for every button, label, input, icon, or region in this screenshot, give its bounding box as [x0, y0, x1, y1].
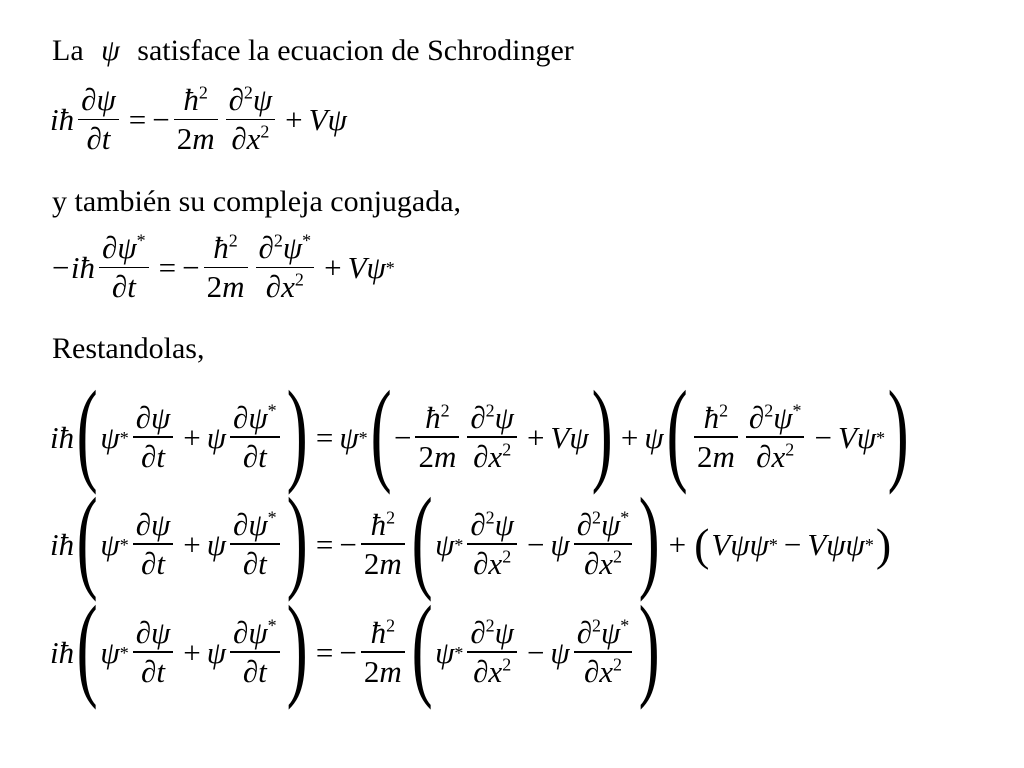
math-token: ψ — [366, 249, 386, 285]
math-token: ∂ — [473, 653, 489, 689]
intro-la: La — [52, 34, 84, 67]
math-token: ∂ — [102, 230, 118, 265]
math-token: + — [183, 634, 201, 670]
conjugate-equation: −i ħ $\frac{\partial\psi^*}{\partial t}$ = − $\frac{ħ^2}{2m}$ $\frac{\partial^2\psi^*}{\partial x^2}$ + V ψ * — [50, 230, 395, 305]
math-token: m — [222, 269, 245, 305]
math-token: ∂ — [470, 614, 486, 650]
math-token: 2 — [273, 230, 283, 251]
math-token: ψ — [117, 230, 137, 265]
math-token: 2 — [485, 507, 495, 528]
math-token: = — [315, 419, 334, 455]
math-token: ∂ — [583, 545, 600, 581]
math-token: ( — [411, 475, 433, 602]
math-token: x — [488, 438, 503, 474]
potential-V: V — [308, 101, 328, 137]
fraction — [133, 506, 174, 581]
math-token: x — [599, 545, 614, 581]
math-token: ∂ — [86, 121, 102, 157]
math-token: * — [136, 230, 146, 251]
math-token: ψ — [644, 419, 664, 455]
math-token: 2 — [228, 230, 238, 251]
math-token: ħ — [183, 82, 199, 117]
math-token: ψ — [248, 399, 268, 435]
math-token: 2 — [592, 507, 602, 528]
math-token: m — [712, 438, 735, 474]
hbar-symbol: ħ — [58, 101, 75, 137]
fraction — [467, 614, 517, 689]
math-token: ψ — [248, 614, 268, 650]
math-token: ∂ — [258, 230, 274, 265]
math-token: ψ — [435, 634, 455, 670]
fraction — [361, 506, 405, 581]
math-token: ) — [286, 583, 308, 710]
math-token: + — [183, 526, 201, 562]
math-token: ) — [875, 518, 892, 570]
math-token: ψ — [773, 399, 793, 435]
frac-d2psi-dx2 — [226, 84, 276, 156]
math-token: ψ — [601, 506, 621, 542]
math-token: ħ — [58, 526, 75, 562]
math-token: ψ — [550, 634, 570, 670]
math-token: ħ — [370, 614, 387, 650]
math-token: ħ — [370, 506, 387, 542]
fraction — [467, 506, 517, 581]
frac-dpsi-dt — [78, 84, 119, 156]
math-token: ∂ — [233, 614, 249, 650]
hbar-symbol: ħ — [79, 249, 96, 285]
frac-hbar2-2m — [204, 232, 248, 304]
math-token: ψ — [100, 634, 120, 670]
math-token: ħ — [58, 419, 75, 455]
math-token: x — [488, 653, 503, 689]
fraction — [230, 506, 280, 581]
math-token: + — [526, 419, 545, 455]
schrodinger-equation — [50, 84, 347, 156]
math-token: − — [814, 419, 832, 455]
fraction — [133, 399, 174, 474]
math-token: ψ — [601, 614, 621, 650]
fraction — [574, 506, 633, 581]
math-token: V — [837, 419, 857, 455]
equals-sign: = — [128, 101, 147, 137]
math-token: ∂ — [242, 653, 259, 689]
math-token: + — [668, 526, 687, 562]
math-token: ∂ — [111, 269, 128, 305]
math-token: ) — [638, 475, 660, 602]
math-token: ∂ — [231, 121, 247, 157]
math-token: i — [50, 634, 59, 670]
math-token: − — [182, 249, 200, 285]
math-token: 2 — [243, 82, 253, 103]
intro-rest: satisface la ecuacion de Schrodinger — [137, 34, 574, 67]
math-token: 2 — [485, 615, 495, 636]
math-token: ħ — [213, 230, 229, 265]
math-token: 2 — [363, 545, 380, 581]
math-token: ψ — [96, 82, 116, 117]
math-token: ∂ — [228, 82, 244, 117]
frac-dpsistar-dt — [99, 232, 149, 304]
frac-d2psistar-dx2 — [256, 232, 315, 304]
subtracted-equation-1: i ħ ( ψ * $\frac{\partial\psi}{\partial t}$ + ψ $\frac{\partial\psi^*}{\partial t}$ ) = ψ * ( − $\frac{ħ^2}{2m}$ $\frac{\partial^2\psi}{\partial x^2}$ + V ψ ) + ψ ( $\frac{ħ^2}{2m}$ $\frac{\partial^2\psi^*}{\partial x^2}$ − V ψ * ) — [50, 368, 909, 495]
math-token: ψ — [206, 634, 227, 670]
conjugate-text: y también su compleja conjugada, — [52, 185, 462, 218]
math-token: m — [379, 545, 402, 581]
subtracted-equation-3: i ħ ( ψ * $\frac{\partial\psi}{\partial t}$ + ψ $\frac{\partial\psi^*}{\partial t}$ ) = − $\frac{ħ^2}{2m}$ ( ψ * $\frac{\partial^2\psi}{\partial x^2}$ − ψ $\frac{\partial^2\psi^*}{\partial x^2}$ ) — [50, 583, 660, 710]
math-token: ( — [76, 583, 98, 710]
math-token: ∂ — [135, 506, 152, 542]
minus-sign: − — [152, 101, 170, 137]
math-token: − — [526, 634, 545, 670]
math-token: 2 — [502, 439, 512, 460]
math-token: 2 — [198, 82, 208, 103]
left-paren: ( — [76, 368, 98, 495]
math-token: i — [50, 526, 59, 562]
math-token: ∂ — [242, 438, 259, 474]
psi-symbol: ψ — [327, 101, 347, 137]
math-token: ∂ — [81, 82, 97, 117]
math-token: 2 — [418, 438, 434, 474]
math-token: ∂ — [473, 438, 489, 474]
math-token: V — [347, 249, 367, 285]
math-token: * — [620, 507, 630, 528]
math-token: x — [599, 653, 614, 689]
math-token: t — [258, 545, 267, 581]
math-token: ( — [666, 368, 688, 495]
math-token: ∂ — [141, 438, 157, 474]
math-token: − — [339, 526, 357, 562]
math-token: ψ — [206, 419, 227, 455]
math-token: ∂ — [470, 399, 486, 435]
math-token: ψ — [151, 506, 171, 542]
math-token: ∂ — [583, 653, 600, 689]
math-token: ∂ — [242, 545, 259, 581]
intro-psi: ψ — [101, 34, 120, 67]
math-token: ħ — [58, 634, 75, 670]
math-token: ψ — [826, 526, 846, 562]
math-token: x — [771, 438, 786, 474]
math-token: ) — [591, 368, 613, 495]
math-token: ∂ — [141, 653, 157, 689]
subtracted-equation-2: i ħ ( ψ * $\frac{\partial\psi}{\partial t}$ + ψ $\frac{\partial\psi^*}{\partial t}$ ) = − $\frac{ħ^2}{2m}$ ( ψ * $\frac{\partial^2\psi}{\partial x^2}$ − ψ $\frac{\partial^2\psi^*}{\partial x^2}$ ) + ( V ψ ψ * − V ψ ψ * ) — [50, 475, 892, 602]
math-token: ψ — [100, 526, 120, 562]
math-token: 2 — [613, 654, 623, 675]
math-token: ∂ — [233, 399, 249, 435]
math-token: 2 — [785, 439, 795, 460]
math-token: 2 — [260, 122, 270, 143]
math-token: ( — [694, 518, 710, 570]
intro-text — [52, 34, 574, 68]
math-token: − — [393, 419, 412, 455]
math-token: 2 — [176, 121, 193, 157]
math-token: 2 — [592, 615, 602, 636]
math-token: ∂ — [748, 399, 765, 435]
math-token: 2 — [386, 615, 396, 636]
math-token: x — [246, 121, 261, 157]
minus-i-symbol: −i — [50, 249, 80, 285]
math-token: ψ — [435, 526, 455, 562]
math-token: t — [258, 438, 267, 474]
math-token: t — [156, 438, 165, 474]
math-token: ψ — [569, 419, 589, 455]
math-token: + — [620, 419, 639, 455]
math-token: t — [127, 269, 136, 305]
math-token: 2 — [502, 546, 512, 567]
math-token: 2 — [386, 507, 396, 528]
i-symbol: i — [50, 101, 59, 137]
math-token: ( — [76, 475, 98, 602]
math-token: * — [302, 230, 312, 251]
math-token: − — [339, 634, 357, 670]
fraction — [467, 399, 517, 474]
math-token: ∂ — [135, 399, 152, 435]
math-token: 2 — [719, 400, 729, 421]
math-token: ∂ — [141, 545, 157, 581]
math-token: V — [711, 526, 731, 562]
math-token: 2 — [206, 269, 223, 305]
math-token: * — [792, 400, 802, 421]
fraction — [361, 614, 405, 689]
math-token: t — [258, 653, 267, 689]
math-token: = — [315, 634, 334, 670]
math-token: ( — [370, 368, 392, 495]
math-token: ) — [887, 368, 909, 495]
math-token: ∂ — [265, 269, 282, 305]
math-token: ψ — [151, 399, 171, 435]
math-token: 2 — [502, 654, 512, 675]
frac-hbar2-2m — [174, 84, 218, 156]
math-token: ψ — [856, 419, 877, 455]
math-token: x — [488, 545, 503, 581]
math-token: 2 — [696, 438, 713, 474]
math-token: ∂ — [470, 506, 486, 542]
math-token: ψ — [206, 526, 227, 562]
math-token: ψ — [749, 526, 769, 562]
math-token: ψ — [151, 614, 171, 650]
math-token: m — [433, 438, 457, 474]
math-token: ( — [411, 583, 433, 710]
math-token: * — [267, 507, 277, 528]
fraction — [746, 399, 805, 474]
math-token: ψ — [339, 419, 359, 455]
math-token: ψ — [494, 399, 514, 435]
math-token: 2 — [440, 400, 450, 421]
math-token: ψ — [252, 82, 273, 117]
math-token: ψ — [845, 526, 865, 562]
math-token: ψ — [494, 614, 514, 650]
right-paren: ) — [286, 368, 308, 495]
math-token: ∂ — [756, 438, 772, 474]
fraction — [230, 399, 280, 474]
math-token: m — [379, 653, 402, 689]
math-token: 2 — [363, 653, 380, 689]
math-token: m — [192, 121, 215, 157]
math-token: − — [526, 526, 545, 562]
math-token: * — [267, 615, 277, 636]
math-token: ) — [638, 583, 660, 710]
math-token: ) — [286, 475, 308, 602]
math-token: ψ — [100, 419, 120, 455]
math-token: ħ — [425, 399, 441, 435]
fraction — [574, 614, 633, 689]
math-token: t — [101, 121, 111, 157]
math-token: V — [550, 419, 570, 455]
math-token: 2 — [485, 400, 495, 421]
math-token: V — [807, 526, 827, 562]
math-token: ψ — [730, 526, 750, 562]
math-token: ħ — [703, 399, 720, 435]
math-token: * — [267, 400, 277, 421]
math-token: ψ — [282, 230, 303, 265]
math-token: ψ — [494, 506, 514, 542]
math-token: ∂ — [576, 614, 593, 650]
math-token: * — [620, 615, 630, 636]
math-token: = — [158, 249, 177, 285]
plus-sign: + — [285, 101, 303, 137]
math-token: 2 — [764, 400, 774, 421]
math-token: + — [324, 249, 342, 285]
math-token: t — [156, 545, 165, 581]
math-token: ∂ — [576, 506, 593, 542]
math-token: t — [156, 653, 165, 689]
fraction — [415, 399, 459, 474]
math-token: ∂ — [233, 506, 249, 542]
fraction — [694, 399, 738, 474]
math-token: x — [281, 269, 295, 305]
math-token: ψ — [248, 506, 268, 542]
math-token: ∂ — [473, 545, 489, 581]
math-token: 2 — [613, 546, 623, 567]
math-token: + — [183, 419, 201, 455]
math-token: ∂ — [135, 614, 152, 650]
math-token: − — [783, 526, 802, 562]
math-token: = — [315, 526, 334, 562]
math-token: 2 — [294, 270, 304, 291]
math-token: i — [50, 419, 59, 455]
subtract-text: Restandolas, — [52, 332, 205, 365]
fraction — [133, 614, 174, 689]
fraction — [230, 614, 280, 689]
math-token: ψ — [550, 526, 570, 562]
